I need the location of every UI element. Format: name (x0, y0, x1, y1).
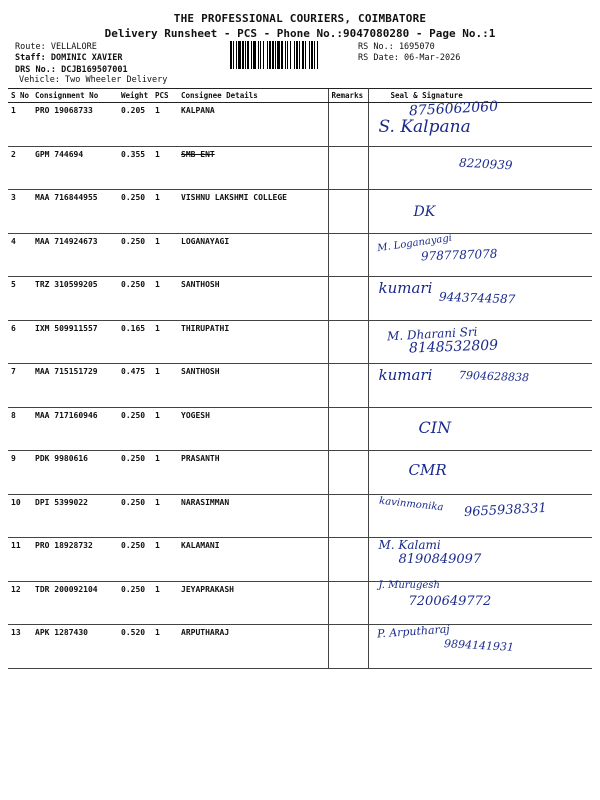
row-signature (368, 320, 592, 364)
rs-date: RS Date: 06-Mar-2026 (358, 53, 461, 63)
row-signature (368, 277, 592, 321)
table-row (8, 364, 592, 408)
table-row (8, 407, 592, 451)
row-remarks (328, 103, 368, 147)
handwritten-signature: kumari (378, 366, 433, 384)
handwritten-phone: 8756062060 (408, 98, 498, 120)
row-remarks (328, 364, 368, 408)
row-pcs: 1 (152, 277, 178, 321)
row-signature (368, 98, 592, 147)
table-row (8, 494, 592, 538)
row-weight: 0.205 (118, 103, 152, 147)
row-sno: 7 (8, 364, 32, 408)
handwritten-phone: 9787787078 (420, 246, 498, 263)
runsheet-table (8, 88, 592, 669)
handwritten-signature: M. Dharani Sri (386, 324, 478, 343)
company-title: THE PROFESSIONAL COURIERS, COIMBATORE (173, 12, 427, 25)
row-signature (368, 146, 592, 190)
row-remarks (328, 146, 368, 190)
row-weight: 0.250 (118, 233, 152, 277)
row-signature (368, 538, 592, 582)
row-signature (368, 622, 592, 669)
row-consignee: SMB ENT (178, 146, 328, 190)
row-weight: 0.250 (118, 451, 152, 495)
row-consignee: NARASIMMAN (178, 494, 328, 538)
row-consignee: KALAMANI (178, 538, 328, 582)
row-remarks (328, 581, 368, 625)
handwritten-phone: 9655938331 (463, 500, 547, 520)
col-pcs-header: PCS (152, 89, 178, 103)
row-consignee: SANTHOSH (178, 277, 328, 321)
row-signature (368, 233, 592, 277)
row-consignment-no: MAA 714924673 (32, 233, 118, 277)
runsheet-subtitle: Delivery Runsheet - PCS - Phone No.:9047080280 - Page No.:1 (104, 27, 496, 40)
row-sno: 13 (8, 625, 32, 669)
drs-line (15, 65, 128, 75)
row-consignment-no: PRO 19068733 (32, 103, 118, 147)
row-consignment-no: MAA 716844955 (32, 190, 118, 234)
row-consignment-no: IXM 509911557 (32, 320, 118, 364)
col-remarks-header: Remarks (328, 89, 368, 103)
row-weight: 0.475 (118, 364, 152, 408)
row-sno: 9 (8, 451, 32, 495)
route-label: Route: VELLALORE (15, 42, 97, 52)
row-remarks (328, 190, 368, 234)
row-remarks (328, 233, 368, 277)
row-consignee: LOGANAYAGI (178, 233, 328, 277)
row-consignment-no: MAA 717160946 (32, 407, 118, 451)
row-consignment-no: TDR 200092104 (32, 581, 118, 625)
handwritten-signature: kumari (378, 279, 433, 297)
row-sno: 6 (8, 320, 32, 364)
table-row (8, 233, 592, 277)
handwritten-phone: 7904628838 (458, 368, 529, 385)
row-consignee: PRASANTH (178, 451, 328, 495)
row-weight: 0.250 (118, 277, 152, 321)
row-sno: 10 (8, 494, 32, 538)
drs-label: DRS No.: (15, 65, 56, 75)
handwritten-signature: S. Kalpana (378, 117, 471, 137)
row-consignee: YOGESH (178, 407, 328, 451)
row-consignment-no: DPI 5399022 (32, 494, 118, 538)
col-weight-header: Weight (118, 89, 152, 103)
row-weight: 0.165 (118, 320, 152, 364)
row-pcs: 1 (152, 451, 178, 495)
handwritten-phone: 8220939 (458, 155, 513, 172)
table-header-row (8, 89, 592, 103)
row-remarks (328, 451, 368, 495)
table-row (8, 451, 592, 495)
row-pcs: 1 (152, 494, 178, 538)
row-pcs: 1 (152, 103, 178, 147)
row-sno: 1 (8, 103, 32, 147)
row-remarks (328, 407, 368, 451)
row-signature (368, 190, 592, 234)
row-sno: 11 (8, 538, 32, 582)
table-row (8, 277, 592, 321)
row-consignee: JEYAPRAKASH (178, 581, 328, 625)
row-sno: 5 (8, 277, 32, 321)
table-row (8, 103, 592, 147)
row-signature (368, 581, 592, 625)
handwritten-signature: CMR (408, 461, 447, 479)
col-sno-header: S No (8, 89, 32, 103)
handwritten-phone: 7200649772 (408, 593, 492, 609)
row-pcs: 1 (152, 146, 178, 190)
row-sno: 8 (8, 407, 32, 451)
handwritten-signature: DK (413, 204, 436, 220)
handwritten-signature: kavinmonika (378, 495, 444, 513)
row-remarks (328, 625, 368, 669)
drs-number: DCJB169507001 (61, 65, 128, 75)
table-row (8, 625, 592, 669)
row-consignee: SANTHOSH (178, 364, 328, 408)
row-sno: 12 (8, 581, 32, 625)
row-consignee: KALPANA (178, 103, 328, 147)
row-remarks (328, 538, 368, 582)
col-consignee-header: Consignee Details (178, 89, 328, 103)
handwritten-signature: M. Kalami (378, 538, 441, 552)
row-pcs: 1 (152, 233, 178, 277)
handwritten-phone: 9894141931 (443, 637, 514, 654)
row-pcs: 1 (152, 625, 178, 669)
table-row (8, 581, 592, 625)
table-row (8, 146, 592, 190)
row-weight: 0.355 (118, 146, 152, 190)
col-signature-header: Seal & Signature (368, 89, 592, 103)
row-consignment-no: PRO 18928732 (32, 538, 118, 582)
row-pcs: 1 (152, 190, 178, 234)
col-consignment-header: Consignment No (32, 89, 118, 103)
handwritten-phone: 9443744587 (438, 289, 516, 307)
row-sno: 3 (8, 190, 32, 234)
rs-number: RS No.: 1695070 (358, 42, 435, 52)
row-consignment-no: PDK 9980616 (32, 451, 118, 495)
row-sno: 2 (8, 146, 32, 190)
handwritten-signature: P. Arputharaj (376, 622, 450, 641)
staff-label: Staff: (15, 53, 46, 63)
handwritten-signature: J. Murugesh (378, 579, 440, 591)
row-weight: 0.250 (118, 407, 152, 451)
row-signature (368, 364, 592, 408)
row-remarks (328, 320, 368, 364)
row-pcs: 1 (152, 538, 178, 582)
row-remarks (328, 494, 368, 538)
handwritten-signature: CIN (418, 417, 452, 437)
row-weight: 0.250 (118, 494, 152, 538)
table-row (8, 190, 592, 234)
row-signature (368, 407, 592, 451)
row-pcs: 1 (152, 320, 178, 364)
row-consignee: THIRUPATHI (178, 320, 328, 364)
row-consignee: VISHNU LAKSHMI COLLEGE (178, 190, 328, 234)
row-pcs: 1 (152, 407, 178, 451)
row-sno: 4 (8, 233, 32, 277)
row-consignee: ARPUTHARAJ (178, 625, 328, 669)
row-pcs: 1 (152, 581, 178, 625)
handwritten-phone: 8148532809 (408, 336, 498, 357)
row-consignment-no: APK 1287430 (32, 625, 118, 669)
row-weight: 0.250 (118, 190, 152, 234)
row-signature (368, 494, 592, 538)
row-consignment-no: GPM 744694 (32, 146, 118, 190)
row-weight: 0.250 (118, 538, 152, 582)
row-consignment-no: MAA 715151729 (32, 364, 118, 408)
handwritten-signature: M. Loganayagi (376, 232, 453, 254)
row-consignment-no: TRZ 310599205 (32, 277, 118, 321)
barcode (230, 41, 355, 69)
staff-name: DOMINIC XAVIER (50, 53, 123, 63)
staff-line (15, 53, 123, 63)
row-weight: 0.250 (118, 581, 152, 625)
handwritten-phone: 8190849097 (398, 552, 482, 567)
vehicle-label: Vehicle: Two Wheeler Delivery (19, 75, 168, 85)
table-row (8, 320, 592, 364)
row-signature (368, 451, 592, 495)
table-row (8, 538, 592, 582)
row-pcs: 1 (152, 364, 178, 408)
row-weight: 0.520 (118, 625, 152, 669)
row-remarks (328, 277, 368, 321)
